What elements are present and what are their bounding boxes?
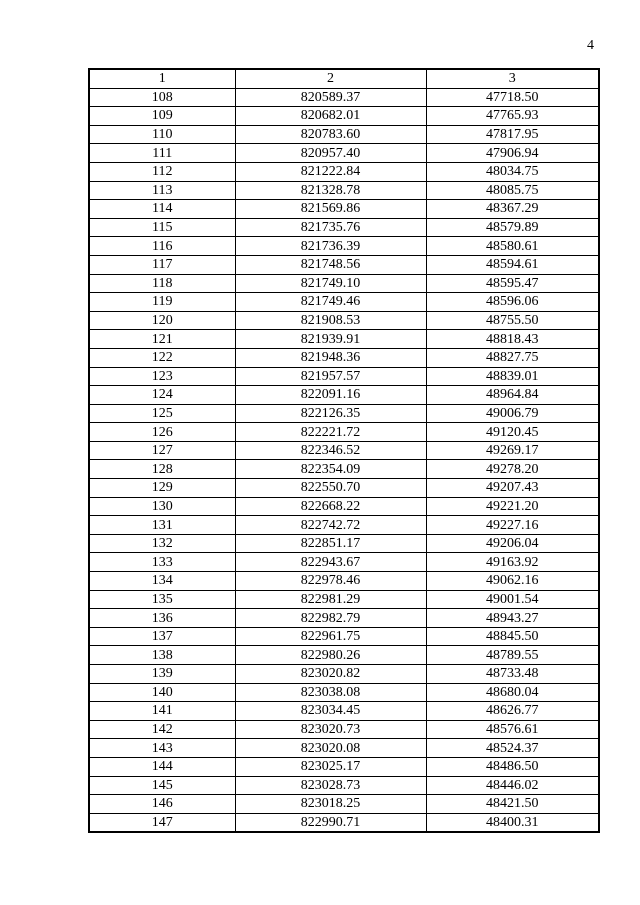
cell-y-coordinate: 49221.20 xyxy=(426,497,599,516)
cell-x-coordinate: 821749.46 xyxy=(235,293,426,312)
cell-point-number: 138 xyxy=(89,646,235,665)
table-row xyxy=(89,553,599,572)
column-header-y-coordinate: 3 xyxy=(426,69,599,88)
cell-point-number: 108 xyxy=(89,88,235,107)
cell-x-coordinate: 820589.37 xyxy=(235,88,426,107)
table-row xyxy=(89,181,599,200)
cell-point-number: 116 xyxy=(89,237,235,256)
table-row xyxy=(89,683,599,702)
cell-y-coordinate: 47765.93 xyxy=(426,107,599,126)
table-row xyxy=(89,720,599,739)
cell-x-coordinate: 823020.82 xyxy=(235,665,426,684)
cell-y-coordinate: 48964.84 xyxy=(426,386,599,405)
page-number: 4 xyxy=(587,38,594,53)
table-row xyxy=(89,255,599,274)
cell-point-number: 141 xyxy=(89,702,235,721)
cell-y-coordinate: 48595.47 xyxy=(426,274,599,293)
cell-x-coordinate: 821748.56 xyxy=(235,255,426,274)
cell-y-coordinate: 49120.45 xyxy=(426,423,599,442)
cell-point-number: 127 xyxy=(89,441,235,460)
table-row xyxy=(89,348,599,367)
cell-x-coordinate: 823018.25 xyxy=(235,795,426,814)
cell-x-coordinate: 822990.71 xyxy=(235,813,426,832)
table-body xyxy=(89,88,599,832)
cell-point-number: 123 xyxy=(89,367,235,386)
cell-y-coordinate: 49001.54 xyxy=(426,590,599,609)
table-row xyxy=(89,534,599,553)
cell-y-coordinate: 49207.43 xyxy=(426,479,599,498)
cell-y-coordinate: 47817.95 xyxy=(426,125,599,144)
cell-y-coordinate: 48580.61 xyxy=(426,237,599,256)
cell-x-coordinate: 822851.17 xyxy=(235,534,426,553)
cell-x-coordinate: 822961.75 xyxy=(235,627,426,646)
cell-point-number: 140 xyxy=(89,683,235,702)
cell-point-number: 111 xyxy=(89,144,235,163)
cell-point-number: 122 xyxy=(89,348,235,367)
cell-point-number: 117 xyxy=(89,255,235,274)
cell-x-coordinate: 822981.29 xyxy=(235,590,426,609)
cell-point-number: 120 xyxy=(89,311,235,330)
cell-y-coordinate: 48733.48 xyxy=(426,665,599,684)
table-row xyxy=(89,107,599,126)
cell-y-coordinate: 48034.75 xyxy=(426,162,599,181)
table-row xyxy=(89,497,599,516)
cell-x-coordinate: 822668.22 xyxy=(235,497,426,516)
cell-x-coordinate: 821908.53 xyxy=(235,311,426,330)
table-row xyxy=(89,125,599,144)
cell-y-coordinate: 48400.31 xyxy=(426,813,599,832)
cell-point-number: 110 xyxy=(89,125,235,144)
cell-y-coordinate: 48524.37 xyxy=(426,739,599,758)
cell-y-coordinate: 48626.77 xyxy=(426,702,599,721)
cell-point-number: 113 xyxy=(89,181,235,200)
table-row xyxy=(89,460,599,479)
cell-x-coordinate: 823038.08 xyxy=(235,683,426,702)
table-row xyxy=(89,162,599,181)
cell-x-coordinate: 822346.52 xyxy=(235,441,426,460)
table-row xyxy=(89,795,599,814)
cell-x-coordinate: 822943.67 xyxy=(235,553,426,572)
cell-point-number: 128 xyxy=(89,460,235,479)
table-row xyxy=(89,516,599,535)
cell-point-number: 136 xyxy=(89,609,235,628)
cell-point-number: 115 xyxy=(89,218,235,237)
cell-x-coordinate: 822550.70 xyxy=(235,479,426,498)
cell-x-coordinate: 821736.39 xyxy=(235,237,426,256)
cell-y-coordinate: 48839.01 xyxy=(426,367,599,386)
cell-y-coordinate: 48085.75 xyxy=(426,181,599,200)
table-row xyxy=(89,330,599,349)
table-row xyxy=(89,776,599,795)
cell-point-number: 118 xyxy=(89,274,235,293)
table-row xyxy=(89,627,599,646)
table-row xyxy=(89,367,599,386)
cell-x-coordinate: 821222.84 xyxy=(235,162,426,181)
table-row xyxy=(89,813,599,832)
coordinates-table xyxy=(88,68,600,833)
cell-x-coordinate: 821749.10 xyxy=(235,274,426,293)
cell-y-coordinate: 49227.16 xyxy=(426,516,599,535)
cell-x-coordinate: 820957.40 xyxy=(235,144,426,163)
cell-y-coordinate: 49062.16 xyxy=(426,572,599,591)
table-row xyxy=(89,757,599,776)
cell-x-coordinate: 821957.57 xyxy=(235,367,426,386)
table-row xyxy=(89,218,599,237)
table-row xyxy=(89,665,599,684)
cell-x-coordinate: 822978.46 xyxy=(235,572,426,591)
cell-point-number: 144 xyxy=(89,757,235,776)
cell-x-coordinate: 823034.45 xyxy=(235,702,426,721)
cell-y-coordinate: 48789.55 xyxy=(426,646,599,665)
cell-point-number: 109 xyxy=(89,107,235,126)
cell-point-number: 133 xyxy=(89,553,235,572)
cell-point-number: 135 xyxy=(89,590,235,609)
cell-point-number: 146 xyxy=(89,795,235,814)
table-row xyxy=(89,441,599,460)
cell-point-number: 145 xyxy=(89,776,235,795)
table-row xyxy=(89,311,599,330)
cell-y-coordinate: 48486.50 xyxy=(426,757,599,776)
table-row xyxy=(89,88,599,107)
table-row xyxy=(89,293,599,312)
cell-y-coordinate: 49269.17 xyxy=(426,441,599,460)
header-row xyxy=(89,69,599,88)
cell-y-coordinate: 48943.27 xyxy=(426,609,599,628)
cell-y-coordinate: 48446.02 xyxy=(426,776,599,795)
cell-y-coordinate: 48367.29 xyxy=(426,200,599,219)
cell-y-coordinate: 48576.61 xyxy=(426,720,599,739)
table-row xyxy=(89,646,599,665)
table-row xyxy=(89,200,599,219)
column-header-x-coordinate: 2 xyxy=(235,69,426,88)
cell-point-number: 134 xyxy=(89,572,235,591)
table-row xyxy=(89,404,599,423)
table-row xyxy=(89,144,599,163)
cell-x-coordinate: 822221.72 xyxy=(235,423,426,442)
cell-x-coordinate: 822126.35 xyxy=(235,404,426,423)
cell-y-coordinate: 48827.75 xyxy=(426,348,599,367)
cell-x-coordinate: 823020.73 xyxy=(235,720,426,739)
cell-y-coordinate: 49163.92 xyxy=(426,553,599,572)
cell-point-number: 132 xyxy=(89,534,235,553)
cell-y-coordinate: 48845.50 xyxy=(426,627,599,646)
cell-point-number: 114 xyxy=(89,200,235,219)
cell-x-coordinate: 823028.73 xyxy=(235,776,426,795)
cell-x-coordinate: 823025.17 xyxy=(235,757,426,776)
cell-y-coordinate: 49278.20 xyxy=(426,460,599,479)
cell-point-number: 147 xyxy=(89,813,235,832)
table-row xyxy=(89,386,599,405)
cell-point-number: 142 xyxy=(89,720,235,739)
cell-x-coordinate: 822982.79 xyxy=(235,609,426,628)
table-row xyxy=(89,609,599,628)
cell-point-number: 119 xyxy=(89,293,235,312)
cell-y-coordinate: 47906.94 xyxy=(426,144,599,163)
cell-point-number: 121 xyxy=(89,330,235,349)
cell-y-coordinate: 48680.04 xyxy=(426,683,599,702)
table-row xyxy=(89,423,599,442)
cell-y-coordinate: 49206.04 xyxy=(426,534,599,553)
column-header-point-number: 1 xyxy=(89,69,235,88)
cell-y-coordinate: 49006.79 xyxy=(426,404,599,423)
cell-y-coordinate: 48421.50 xyxy=(426,795,599,814)
cell-y-coordinate: 47718.50 xyxy=(426,88,599,107)
table-row xyxy=(89,479,599,498)
cell-x-coordinate: 822354.09 xyxy=(235,460,426,479)
cell-y-coordinate: 48596.06 xyxy=(426,293,599,312)
cell-x-coordinate: 821939.91 xyxy=(235,330,426,349)
cell-y-coordinate: 48755.50 xyxy=(426,311,599,330)
cell-x-coordinate: 821948.36 xyxy=(235,348,426,367)
cell-x-coordinate: 820682.01 xyxy=(235,107,426,126)
cell-point-number: 126 xyxy=(89,423,235,442)
cell-x-coordinate: 821735.76 xyxy=(235,218,426,237)
cell-x-coordinate: 821328.78 xyxy=(235,181,426,200)
cell-point-number: 137 xyxy=(89,627,235,646)
cell-x-coordinate: 820783.60 xyxy=(235,125,426,144)
table-row xyxy=(89,237,599,256)
cell-x-coordinate: 823020.08 xyxy=(235,739,426,758)
table-row xyxy=(89,274,599,293)
cell-point-number: 131 xyxy=(89,516,235,535)
cell-x-coordinate: 822742.72 xyxy=(235,516,426,535)
cell-point-number: 130 xyxy=(89,497,235,516)
cell-x-coordinate: 822980.26 xyxy=(235,646,426,665)
cell-point-number: 125 xyxy=(89,404,235,423)
table-row xyxy=(89,739,599,758)
cell-y-coordinate: 48594.61 xyxy=(426,255,599,274)
cell-y-coordinate: 48818.43 xyxy=(426,330,599,349)
cell-point-number: 139 xyxy=(89,665,235,684)
cell-x-coordinate: 822091.16 xyxy=(235,386,426,405)
cell-y-coordinate: 48579.89 xyxy=(426,218,599,237)
cell-point-number: 129 xyxy=(89,479,235,498)
table-header xyxy=(89,69,599,88)
cell-point-number: 124 xyxy=(89,386,235,405)
table-row xyxy=(89,572,599,591)
cell-point-number: 143 xyxy=(89,739,235,758)
cell-point-number: 112 xyxy=(89,162,235,181)
cell-x-coordinate: 821569.86 xyxy=(235,200,426,219)
table-row xyxy=(89,702,599,721)
table-row xyxy=(89,590,599,609)
